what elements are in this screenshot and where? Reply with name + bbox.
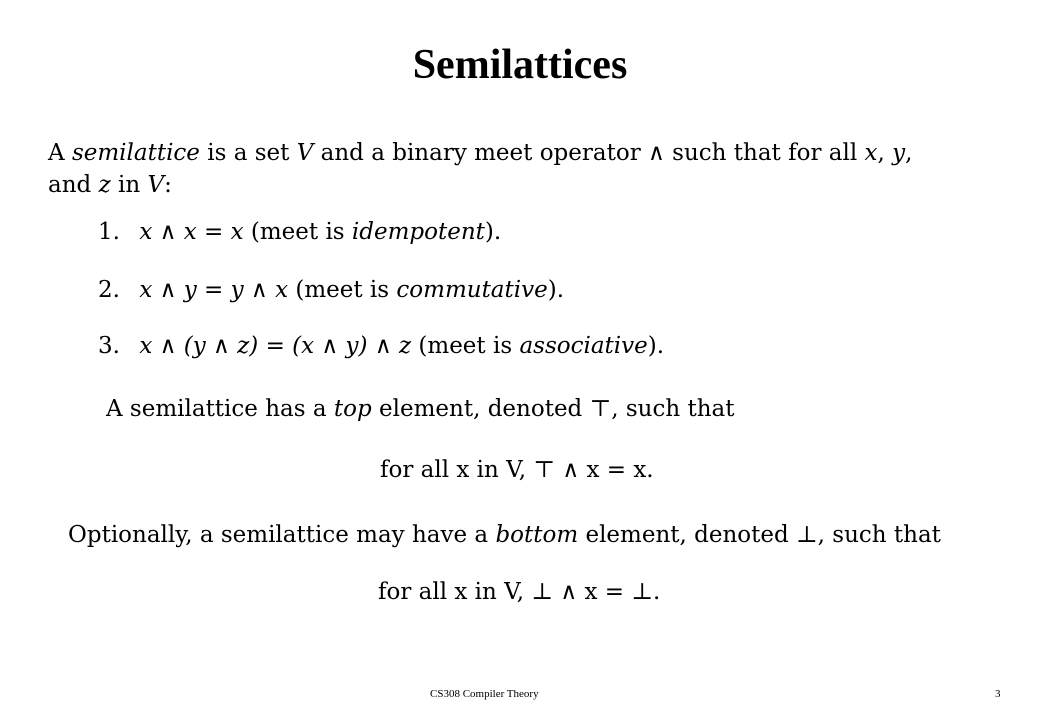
law-commutative xyxy=(98,275,564,305)
top-text-a: A semilattice has a xyxy=(106,396,327,422)
bottom-formula: for all x in V, ⊥ ∧ x = ⊥. xyxy=(378,579,661,605)
law-suffix: ). xyxy=(547,277,565,303)
law-number: 1. xyxy=(98,219,120,245)
definition-line-1 xyxy=(48,138,912,168)
def-var-y: y xyxy=(892,140,906,166)
def-var-V-2: V xyxy=(147,172,165,198)
top-text-b: element, denoted ⊤, such that xyxy=(379,396,735,422)
law-number: 3. xyxy=(98,333,120,359)
def-var-z: z xyxy=(98,172,111,198)
def-meet-symbol: ∧ xyxy=(648,140,665,166)
law-suffix: ). xyxy=(484,219,502,245)
footer-page-number: 3 xyxy=(995,688,1001,700)
def-colon: : xyxy=(164,172,172,198)
bottom-text-b: element, denoted ⊥, such that xyxy=(585,522,941,548)
def-comma-2: , xyxy=(905,140,913,166)
law-prefix: (meet is xyxy=(418,333,513,359)
bottom-element-sentence xyxy=(68,520,941,550)
law-suffix: ). xyxy=(647,333,665,359)
law-prefix: (meet is xyxy=(250,219,345,245)
footer-course-name: CS308 Compiler Theory xyxy=(430,688,539,700)
def-text-a: A xyxy=(48,140,65,166)
def-var-V: V xyxy=(296,140,314,166)
law-keyword: associative xyxy=(519,333,648,359)
def-text-d: such that for all xyxy=(672,140,858,166)
slide-title: Semilattices xyxy=(412,42,628,88)
def-var-x: x xyxy=(864,140,878,166)
law-number: 2. xyxy=(98,277,120,303)
bottom-text-a: Optionally, a semilattice may have a xyxy=(68,522,489,548)
top-element-formula xyxy=(380,455,654,485)
law-keyword: idempotent xyxy=(351,219,485,245)
law-idempotent xyxy=(98,217,501,247)
def-comma-1: , xyxy=(877,140,885,166)
law-prefix: (meet is xyxy=(295,277,390,303)
def-text-b: is a set xyxy=(207,140,290,166)
top-formula: for all x in V, ⊤ ∧ x = x. xyxy=(380,457,654,483)
top-keyword: top xyxy=(333,396,372,422)
def-text-c: and a binary meet operator xyxy=(320,140,641,166)
law-expression: x ∧ (y ∧ z) = (x ∧ y) ∧ z xyxy=(139,333,412,359)
law-keyword: commutative xyxy=(396,277,548,303)
bottom-element-formula xyxy=(378,577,660,607)
law-expression: x ∧ y = y ∧ x xyxy=(139,277,289,303)
law-associative xyxy=(98,331,664,361)
top-element-sentence xyxy=(106,394,734,424)
definition-line-2 xyxy=(48,170,172,200)
law-expression: x ∧ x = x xyxy=(139,219,244,245)
def-text-and: and xyxy=(48,172,92,198)
def-text-in: in xyxy=(118,172,141,198)
bottom-keyword: bottom xyxy=(495,522,579,548)
def-term-semilattice: semilattice xyxy=(71,140,200,166)
